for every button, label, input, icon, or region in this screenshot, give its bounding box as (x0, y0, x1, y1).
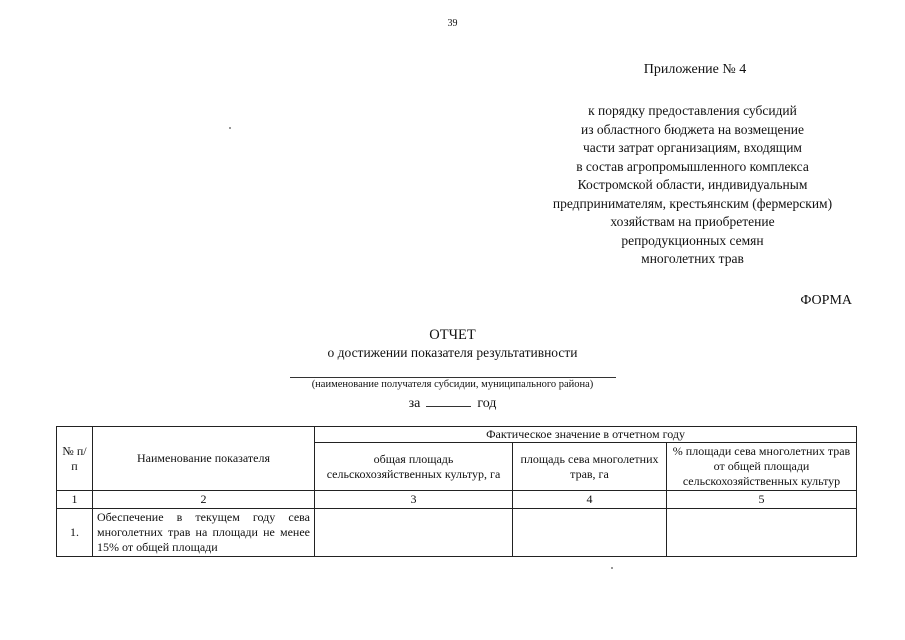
recipient-blank-line (290, 377, 616, 378)
reference-line: в состав агропромышленного комплекса (576, 158, 809, 174)
report-title: ОТЧЕТ (429, 327, 476, 343)
reference-line: Костромской области, индивидуальным (577, 177, 808, 192)
header-actual-value-group: Фактическое значение в отчетном году (315, 427, 857, 443)
period-prefix: за (408, 396, 421, 411)
reference-line: предпринимателям, крестьянским (фермерским) (552, 195, 833, 211)
reference-line: многолетних трав (641, 251, 744, 266)
row-perennial-area (513, 509, 667, 557)
recipient-caption: (наименование получателя субсидии, муниципального района) (311, 379, 594, 390)
header-perennial-area: площадь сева многолетних трав, га (513, 443, 667, 491)
header-indicator-name: Наименование показателя (93, 427, 315, 491)
scan-speck (229, 127, 231, 129)
reference-line: части затрат организациям, входящим (583, 140, 802, 155)
report-subtitle: о достижении показателя результативности (327, 345, 578, 360)
scan-speck (611, 567, 613, 569)
period-blank (426, 393, 471, 407)
reference-line: репродукционных семян (621, 232, 764, 248)
form-label: ФОРМА (800, 293, 852, 308)
row-total-area (315, 509, 513, 557)
column-number: 2 (93, 491, 315, 509)
column-number: 3 (315, 491, 513, 509)
header-number: № п/п (57, 427, 93, 491)
column-number-row (57, 491, 857, 509)
row-indicator: Обеспечение в текущем году сева многолетних трав на площади не менее 15% от общей площади (93, 509, 315, 557)
header-total-area: общая площадь сельскохозяйственных культур, га (315, 443, 513, 491)
column-number: 1 (57, 491, 93, 509)
appendix-title: Приложение № 4 (643, 62, 747, 77)
report-period (0, 393, 905, 412)
period-suffix: год (477, 396, 497, 411)
header-percent: % площади сева многолетних трав от общей площади сельскохозяйственных культур (667, 443, 857, 491)
table-header-row (57, 427, 857, 443)
reference-block (520, 102, 865, 269)
row-number: 1. (57, 509, 93, 557)
row-percent (667, 509, 857, 557)
reference-line: к порядку предоставления субсидий (588, 103, 797, 118)
reference-line: хозяйствам на приобретение (610, 214, 775, 229)
column-number: 5 (667, 491, 857, 509)
reference-line: из областного бюджета на возмещение (581, 121, 804, 137)
column-number: 4 (513, 491, 667, 509)
report-table (56, 426, 857, 557)
page-number: 39 (447, 18, 458, 29)
table-row (57, 509, 857, 557)
